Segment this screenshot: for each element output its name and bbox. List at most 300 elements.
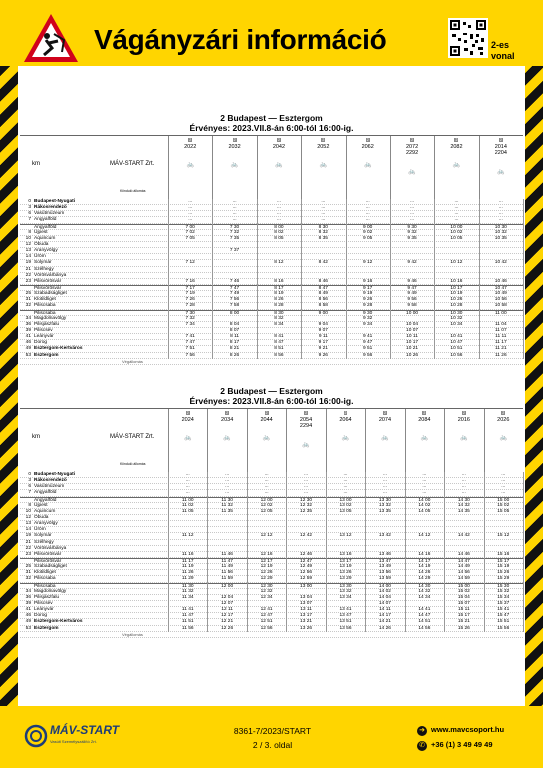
km-cell: 36	[25, 594, 31, 600]
column-divider	[434, 136, 435, 199]
line-badge-icon: 2	[502, 411, 505, 415]
time-cell: 11 47	[181, 613, 194, 619]
time-cell: ...	[343, 472, 348, 477]
time-cell: 14 56	[418, 625, 431, 631]
time-cell: 12 26	[260, 570, 273, 576]
station-cell: Szabadságliget	[34, 564, 67, 570]
time-cell: 7 26	[185, 297, 195, 303]
time-cell: 11 04	[494, 321, 507, 327]
phone-number	[417, 740, 493, 751]
km-cell: 13	[25, 248, 31, 254]
time-cell: 7 35	[229, 235, 240, 241]
time-cell: 11 11	[495, 334, 507, 340]
bicycle-icon: 🚲	[460, 435, 468, 441]
time-cell: 10 32	[494, 229, 507, 235]
column-divider	[257, 136, 258, 199]
time-cell: 7 56	[185, 352, 195, 358]
time-cell: 12 11	[221, 607, 233, 613]
time-cell: ...	[232, 217, 237, 223]
time-cell: 10 42	[494, 260, 507, 266]
column-divider	[326, 472, 327, 632]
time-cell: ...	[461, 472, 466, 477]
time-cell: 9 07	[318, 327, 328, 333]
station-cell: Budapest-Nyugati	[34, 472, 76, 477]
train-column-header	[217, 137, 253, 169]
km-cell: 0	[28, 472, 31, 477]
train-number: 2024	[181, 416, 194, 423]
km-cell: 10	[25, 235, 31, 241]
time-cell: 15 05	[497, 508, 510, 514]
time-cell: 13 17	[339, 558, 352, 564]
km-cell: 46	[25, 613, 31, 619]
time-cell: 7 28	[185, 303, 195, 309]
document-id: 8361-7/2023/START	[233, 726, 312, 736]
time-cell: 11 26	[494, 352, 507, 358]
time-cell: 15 21	[457, 619, 470, 625]
line-badge-icon: 2	[226, 411, 229, 415]
km-cell: 7	[28, 217, 31, 223]
time-cell: 15 17	[457, 613, 470, 619]
train-number: 2072	[405, 143, 419, 150]
time-cell: ...	[304, 472, 309, 477]
time-cell: 11 32	[181, 588, 194, 594]
timetable-heading: 2 Budapest — Esztergom	[220, 386, 323, 396]
time-cell: 10 30	[450, 310, 463, 316]
train-number: 2032	[228, 143, 241, 150]
time-cell: 13 41	[339, 607, 352, 613]
time-cell: 13 32	[339, 588, 352, 594]
station-cell: Szélhegy	[34, 539, 54, 545]
column-divider	[257, 199, 258, 359]
line-badge-icon: 2	[277, 138, 280, 142]
time-cell: 9 35	[407, 235, 417, 241]
time-cell: 13 02	[339, 502, 352, 508]
time-cell: 9 34	[363, 321, 373, 327]
time-cell: 8 04	[229, 321, 240, 327]
km-cell: 49	[25, 619, 31, 625]
time-cell: ...	[276, 199, 281, 204]
time-cell: 9 00	[318, 310, 328, 316]
time-cell: 14 32	[457, 502, 470, 508]
time-cell: 8 12	[274, 260, 284, 266]
time-cell: 12 29	[260, 576, 273, 582]
time-cell: ...	[185, 490, 190, 496]
time-cell: ...	[498, 199, 503, 204]
time-cell: 13 29	[339, 576, 352, 582]
time-cell: 11 00	[181, 497, 194, 503]
time-cell: ...	[461, 484, 466, 490]
time-cell: 10 35	[494, 235, 507, 241]
column-divider	[168, 472, 169, 632]
station-cell: Esztergom	[34, 352, 59, 358]
time-cell: 9 32	[363, 315, 373, 321]
time-cell: 8 58	[318, 303, 328, 309]
line-badge-icon: 2	[455, 138, 458, 142]
time-cell: 12 56	[300, 570, 313, 576]
time-cell: 11 30	[181, 583, 194, 589]
time-cell: 11 29	[181, 576, 194, 582]
station-cell: Piliscsév	[34, 600, 53, 606]
station-cell: Angyalföld	[34, 497, 57, 503]
time-cell: 14 12	[418, 533, 431, 539]
time-cell: ...	[365, 211, 370, 217]
time-cell: ...	[185, 472, 190, 477]
km-cell: 41	[25, 607, 31, 613]
train-number: 2084	[418, 416, 431, 423]
station-cell: Óbuda	[34, 514, 49, 520]
time-cell: 7 19	[185, 291, 195, 297]
column-divider	[365, 409, 366, 472]
time-cell: 12 32	[260, 588, 273, 594]
time-cell: 9 17	[318, 340, 328, 346]
km-cell: 22	[25, 545, 31, 551]
time-cell: 8 00	[229, 310, 240, 316]
time-cell: 9 05	[363, 235, 373, 241]
page-header	[0, 0, 543, 66]
train-number: 2062	[361, 143, 374, 150]
time-cell: ...	[276, 211, 281, 217]
train-column-header	[261, 137, 297, 169]
time-cell: ...	[232, 205, 237, 211]
time-cell: ...	[343, 490, 348, 496]
bicycle-icon: 🚲	[186, 162, 194, 168]
time-cell: 10 16	[450, 278, 463, 284]
time-cell: 14 11	[379, 607, 391, 613]
km-cell: 39	[25, 327, 31, 333]
time-cell: 15 26	[497, 570, 510, 576]
time-cell: 10 02	[450, 229, 463, 235]
time-cell: ...	[264, 478, 269, 484]
column-divider	[168, 136, 169, 199]
time-cell: 8 07	[229, 327, 240, 333]
column-divider	[405, 472, 406, 632]
time-cell: 9 32	[407, 229, 417, 235]
time-cell: ...	[461, 490, 466, 496]
line-badge-icon: 2	[383, 411, 386, 415]
line-badge-icon: 2	[344, 411, 347, 415]
line-badge-icon: 2	[322, 138, 325, 142]
km-cell: 32	[25, 576, 31, 582]
column-divider	[479, 136, 480, 199]
time-cell: ...	[498, 217, 503, 223]
station-cell: Pilisvörösvár	[34, 551, 62, 557]
station-cell: Pilisvörösvár	[34, 285, 62, 291]
time-cell: 8 32	[318, 229, 328, 235]
km-cell: 6	[28, 211, 31, 217]
time-cell: ...	[501, 472, 506, 477]
column-divider	[523, 199, 524, 359]
time-cell: 15 19	[497, 564, 510, 570]
train-number: 2052	[317, 143, 330, 150]
time-cell: 8 56	[318, 297, 328, 303]
time-cell: 12 26	[221, 625, 234, 631]
train-number: 2034	[221, 416, 234, 423]
time-cell: 13 12	[339, 533, 352, 539]
time-cell: ...	[422, 478, 427, 484]
km-cell: 7	[28, 490, 31, 496]
station-cell: Leányvár	[34, 334, 54, 340]
line-badge-icon: 2	[423, 411, 426, 415]
time-cell: ...	[188, 205, 193, 211]
time-cell: 14 26	[378, 625, 391, 631]
station-cell: Pilisjászfalu	[34, 321, 60, 327]
time-cell: ...	[410, 217, 415, 223]
km-cell: 23	[25, 278, 31, 284]
train-column-header	[394, 137, 430, 175]
km-cell: 3	[28, 205, 31, 211]
km-label: km	[32, 434, 40, 440]
time-cell: 8 30	[318, 224, 328, 230]
column-divider	[168, 199, 169, 359]
train-column-header	[438, 137, 474, 169]
train-number: 2082	[450, 143, 463, 150]
time-cell: 10 05	[450, 235, 463, 241]
km-cell: 46	[25, 340, 31, 346]
time-cell: 9 30	[363, 310, 373, 316]
time-cell: 9 56	[407, 297, 417, 303]
time-cell: 13 00	[300, 583, 313, 589]
time-cell: ...	[225, 472, 230, 477]
station-cell: Solymár	[34, 533, 52, 539]
website-link[interactable]	[417, 725, 504, 736]
time-cell: 14 17	[418, 558, 431, 564]
time-cell: 12 21	[221, 619, 234, 625]
km-cell: 8	[28, 229, 31, 235]
timetable-header	[20, 408, 523, 472]
bicycle-icon: 🚲	[363, 162, 372, 168]
time-cell: 9 26	[318, 352, 328, 358]
time-cell: 11 35	[221, 508, 233, 514]
station-cell: Üröm	[34, 254, 46, 260]
time-cell: ...	[498, 205, 503, 211]
time-cell: 9 46	[407, 278, 417, 284]
station-cell: Vörösvárbánya	[34, 545, 67, 551]
timetable-2	[20, 386, 523, 638]
time-cell: 9 56	[363, 352, 373, 358]
time-cell: ...	[422, 490, 427, 496]
time-cell: 8 26	[274, 297, 284, 303]
train-number: 2054	[299, 416, 313, 423]
station-cell: Dorog	[34, 340, 48, 346]
bicycle-icon: 🚲	[302, 441, 310, 448]
time-cell: 15 04	[457, 594, 470, 600]
bicycle-icon: 🚲	[381, 435, 389, 441]
time-cell: 12 04	[221, 594, 234, 600]
time-cell: 10 46	[494, 278, 507, 284]
time-cell: 13 05	[339, 508, 352, 514]
time-cell: 15 00	[457, 583, 470, 589]
time-cell: ...	[304, 484, 309, 490]
time-cell: 7 00	[185, 224, 195, 230]
station-cell: Vasútmúzeum	[34, 211, 65, 217]
time-cell: 7 05	[185, 235, 195, 241]
column-divider	[286, 472, 287, 632]
time-cell: 9 16	[363, 278, 373, 284]
time-cell: ...	[382, 478, 387, 484]
km-cell: 21	[25, 266, 31, 272]
train-number: 2042	[272, 143, 286, 150]
time-cell: 9 30	[407, 224, 417, 230]
time-cell: 15 34	[497, 594, 510, 600]
arrives-label: Végállomás	[122, 358, 143, 364]
time-cell: 10 17	[450, 285, 463, 291]
time-cell: 11 49	[221, 564, 233, 570]
station-cell: Magdolnavölgy	[34, 588, 67, 594]
train-number: 2022	[184, 143, 197, 150]
km-cell: 25	[25, 564, 31, 570]
time-cell: 10 04	[406, 321, 419, 327]
time-cell: 14 30	[418, 583, 431, 589]
train-column-header	[172, 137, 208, 169]
column-divider	[207, 472, 208, 632]
column-divider	[390, 199, 391, 359]
time-cell: 11 05	[181, 508, 194, 514]
time-cell: 11 17	[181, 558, 194, 564]
time-cell: 9 02	[363, 229, 373, 235]
time-cell: 8 19	[274, 291, 284, 297]
time-cell: 8 05	[274, 235, 284, 241]
warning-sign-icon	[22, 12, 80, 64]
time-cell: 7 37	[229, 248, 240, 254]
time-cell: 13 59	[378, 576, 391, 582]
time-cell: 9 42	[407, 260, 417, 266]
column-divider	[405, 409, 406, 472]
departs-label: Kiinduló állomás	[120, 189, 146, 193]
train-number: 2026	[497, 416, 510, 423]
bicycle-icon: 🚲	[230, 162, 239, 168]
time-cell: ...	[410, 205, 415, 211]
station-cell: Pilisvörösvár	[34, 558, 62, 564]
line-badge-icon: 2	[189, 138, 192, 142]
train-number: 2064	[339, 416, 352, 423]
bicycle-icon: 🚲	[452, 162, 461, 168]
time-cell: 12 16	[260, 551, 273, 557]
station-cell: Leányvár	[34, 607, 54, 613]
km-cell: 31	[25, 570, 31, 576]
column-divider	[390, 136, 391, 199]
time-cell: 15 29	[497, 576, 510, 582]
time-cell: 12 51	[260, 619, 273, 625]
station-cell: Aranyvölgy	[34, 521, 58, 527]
column-divider	[444, 472, 445, 632]
time-cell: ...	[321, 217, 326, 223]
bicycle-icon: 🚲	[223, 435, 231, 441]
time-cell: 11 21	[494, 346, 507, 352]
time-cell: ...	[501, 478, 506, 484]
time-cell: 10 00	[406, 310, 419, 316]
km-cell: 21	[25, 539, 31, 545]
time-cell: 15 37	[497, 600, 510, 606]
time-cell: 10 00	[450, 224, 463, 230]
time-cell: 7 47	[229, 285, 240, 291]
time-cell: 12 35	[300, 508, 313, 514]
time-cell: 15 41	[497, 607, 510, 613]
time-cell: 10 26	[406, 352, 419, 358]
time-cell: 15 26	[457, 625, 470, 631]
time-cell: 13 56	[378, 570, 391, 576]
bicycle-icon: 🚲	[408, 168, 416, 175]
time-cell: 14 26	[418, 570, 431, 576]
time-cell: 7 32	[185, 315, 195, 321]
time-cell: ...	[365, 199, 370, 204]
time-cell: ...	[276, 205, 281, 211]
bicycle-icon: 🚲	[275, 162, 283, 168]
time-cell: 7 17	[185, 285, 195, 291]
bicycle-icon: 🚲	[341, 435, 350, 441]
time-cell: 8 11	[230, 334, 240, 340]
timetable-1	[20, 113, 523, 365]
time-cell: 15 16	[497, 551, 510, 557]
time-cell: 12 05	[260, 508, 273, 514]
station-cell: Dorog	[34, 613, 48, 619]
time-cell: 12 30	[300, 497, 313, 503]
column-divider	[326, 409, 327, 472]
line-badge-icon: 2	[265, 411, 268, 415]
time-cell: ...	[454, 205, 459, 211]
time-cell: ...	[501, 484, 506, 490]
time-cell: ...	[225, 490, 230, 496]
column-divider	[346, 136, 347, 199]
km-cell: 10	[25, 508, 31, 514]
time-cell: 11 32	[221, 502, 233, 508]
time-cell: 14 29	[418, 576, 431, 582]
train-column-header	[288, 410, 324, 448]
time-cell: 10 17	[406, 340, 419, 346]
station-cell: Angyalföld	[34, 490, 57, 496]
km-cell: 14	[25, 527, 31, 533]
time-cell: 10 51	[450, 346, 463, 352]
column-divider	[247, 472, 248, 632]
time-cell: 12 46	[300, 551, 313, 557]
time-cell: 9 17	[363, 285, 373, 291]
station-cell: Vasútmúzeum	[34, 484, 65, 490]
time-cell: ...	[343, 478, 348, 484]
time-cell: 8 42	[318, 260, 328, 266]
train-column-header	[406, 410, 442, 442]
time-cell: 11 51	[181, 619, 194, 625]
train-column-header	[483, 137, 519, 175]
train-column-header	[485, 410, 521, 442]
time-cell: 13 07	[300, 600, 313, 606]
line-tag-line1: 2-es	[491, 40, 510, 50]
time-cell: 9 19	[363, 291, 373, 297]
operator-label: MÁV-START Zrt.	[110, 161, 155, 167]
time-cell: 12 59	[300, 576, 313, 582]
train-column-header	[170, 410, 206, 442]
time-cell: 11 59	[221, 576, 233, 582]
time-cell: 11 19	[181, 564, 194, 570]
time-cell: ...	[461, 478, 466, 484]
time-cell: 8 49	[318, 291, 328, 297]
train-column-header	[305, 137, 341, 169]
station-cell: Rákosrendező	[34, 478, 67, 484]
time-cell: 15 17	[497, 558, 510, 564]
time-cell: ...	[343, 484, 348, 490]
time-cell: 13 49	[378, 564, 391, 570]
time-cell: 14 16	[418, 551, 431, 557]
departs-label: Kiinduló állomás	[120, 462, 146, 466]
km-cell: 36	[25, 321, 31, 327]
time-cell: 11 07	[494, 327, 507, 333]
time-cell: 10 19	[450, 291, 463, 297]
time-cell: 8 26	[229, 352, 240, 358]
time-cell: 10 34	[450, 321, 463, 327]
time-cell: 10 56	[450, 352, 463, 358]
km-cell: 34	[25, 588, 31, 594]
time-cell: ...	[410, 211, 415, 217]
station-cell: Angyalföld	[34, 224, 57, 230]
column-divider	[365, 472, 366, 632]
